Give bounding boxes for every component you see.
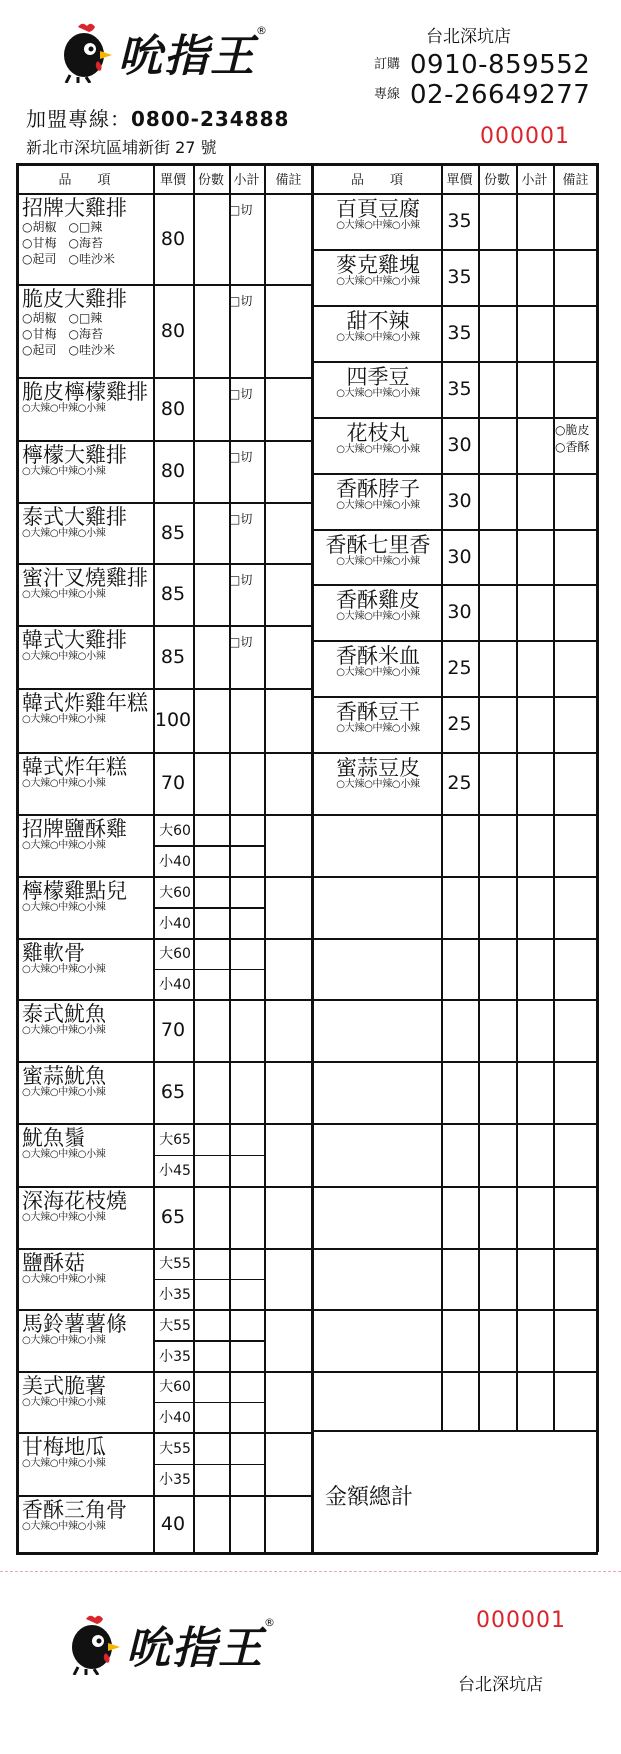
- right-header-price-text: 單價: [446, 172, 473, 188]
- price-value: 80: [160, 397, 186, 420]
- left-item-9: [22, 816, 151, 874]
- left-header-subtotal-text: 小計: [233, 172, 260, 188]
- right-empty-row-line: [313, 1061, 598, 1063]
- right-header-note-text: 備註: [562, 172, 589, 188]
- price-large: 大60: [159, 884, 191, 901]
- stub-serial-number: 000001: [476, 1608, 566, 1633]
- item-name: 美式脆薯: [22, 1374, 106, 1398]
- price-small: 小45: [159, 1163, 191, 1180]
- cut-checkbox: □切: [229, 573, 253, 587]
- left-price-12: [153, 999, 193, 1061]
- price-value: 100: [154, 709, 192, 731]
- price-value: 25: [447, 657, 472, 679]
- left-price-large-10: [155, 876, 195, 907]
- spice-options: ○大辣○中辣○小辣: [22, 1212, 106, 1223]
- item-name: 檸檬大雞排: [22, 443, 127, 467]
- left-price-large-11: [155, 938, 195, 969]
- right-header-price: [441, 163, 478, 193]
- brand-logo: [58, 20, 267, 84]
- price-value: 25: [447, 713, 472, 735]
- left-price-small-14: [155, 1155, 195, 1187]
- price-small: 小40: [159, 853, 191, 870]
- spice-options: ○大辣○中辣○小辣: [22, 1335, 106, 1346]
- price-value: 85: [160, 521, 186, 544]
- price-value: 30: [447, 545, 472, 568]
- left-item-19: [22, 1434, 151, 1493]
- item-option-3: ○起司 ○哇沙米: [22, 252, 115, 266]
- right-row-line: [313, 814, 598, 816]
- franchise-number: 0800-234888: [131, 107, 290, 131]
- right-price-1: [441, 249, 478, 305]
- center-divider: [311, 163, 314, 1552]
- item-name: 招牌大雞排: [22, 196, 127, 220]
- item-name: 花枝丸: [346, 421, 410, 445]
- spice-options: ○大辣○中辣○小辣: [22, 1274, 106, 1285]
- left-price-2: [153, 377, 193, 440]
- left-price-7: [153, 688, 193, 752]
- right-item-4: [317, 419, 439, 471]
- left-price-large-16: [155, 1248, 195, 1279]
- right-price-0: [441, 193, 478, 249]
- table-left-border: [16, 163, 19, 1552]
- price-small: 小35: [159, 1348, 191, 1365]
- item-name: 檸檬雞點兒: [22, 879, 127, 903]
- price-large: 大55: [159, 1440, 191, 1457]
- right-header-item-text: 品 項: [350, 172, 403, 188]
- spice-options: ○大辣○中辣○小辣: [22, 902, 106, 913]
- right-price-5: [441, 473, 478, 529]
- store-address: 新北市深坑區埔新街 27 號: [26, 138, 217, 157]
- left-header-item-text: 品 項: [58, 172, 111, 188]
- right-empty-row-line: [313, 1186, 598, 1188]
- left-row-line: [16, 1552, 313, 1554]
- right-col-line: [553, 163, 555, 1430]
- item-name: 甜不辣: [346, 309, 410, 333]
- left-note-1: [229, 292, 278, 312]
- left-price-large-9: [155, 814, 195, 845]
- price-value: 30: [447, 434, 472, 456]
- price-large: 大60: [159, 1379, 191, 1396]
- right-price-4: [441, 417, 478, 473]
- right-price-9: [441, 696, 478, 752]
- left-note-2: [229, 385, 278, 405]
- item-option-2: ○甘梅 ○海苔: [22, 236, 103, 250]
- right-empty-row-line: [313, 876, 598, 878]
- item-name: 韓式炸雞年糕: [22, 691, 148, 715]
- left-price-1: [153, 284, 193, 377]
- item-name: 甘梅地瓜: [22, 1435, 106, 1459]
- serial-number: 000001: [480, 124, 570, 149]
- item-name: 香酥雞皮: [336, 588, 420, 612]
- price-value: 25: [447, 772, 472, 794]
- spice-options: ○大辣○中辣○小辣: [22, 1149, 106, 1160]
- rooster-mascot-icon: [58, 21, 114, 83]
- left-col-line: [229, 163, 231, 1552]
- right-empty-row-line: [313, 938, 598, 940]
- item-option-2: ○甘梅 ○海苔: [22, 327, 103, 341]
- right-header-qty-text: 份數: [483, 172, 510, 188]
- price-value: 30: [447, 601, 472, 623]
- right-item-10: [317, 754, 439, 812]
- total-box: [313, 1430, 598, 1552]
- stub-registered-mark: ®: [264, 1616, 275, 1629]
- left-header-note: [264, 163, 313, 193]
- order-hotline-mobile: [374, 50, 590, 80]
- right-note-4: [555, 421, 599, 471]
- spice-options: ○大辣○中辣○小辣: [336, 611, 420, 622]
- left-note-5: [229, 571, 278, 591]
- spice-options: ○大辣○中辣○小辣: [336, 556, 420, 567]
- item-name: 魷魚鬚: [22, 1126, 85, 1150]
- right-item-8: [317, 642, 439, 694]
- stub-rooster-mascot-icon: [66, 1613, 122, 1675]
- left-header-qty-text: 份數: [197, 172, 224, 188]
- spice-options: ○大辣○中辣○小辣: [336, 667, 420, 678]
- price-value: 80: [160, 319, 186, 342]
- order-label: 訂購: [374, 57, 401, 72]
- price-value: 30: [447, 490, 472, 512]
- price-value: 35: [447, 322, 472, 344]
- item-name: 鹽酥菇: [22, 1251, 85, 1275]
- left-note-6: [229, 633, 278, 653]
- spice-options: ○大辣○中辣○小辣: [22, 1025, 106, 1036]
- right-price-8: [441, 640, 478, 696]
- right-header-item: [313, 163, 441, 193]
- price-value: 85: [160, 583, 186, 605]
- left-item-0: [22, 195, 151, 282]
- right-empty-row-line: [313, 1309, 598, 1311]
- stub-brand-logo: [66, 1612, 275, 1676]
- left-item-18: [22, 1373, 151, 1430]
- item-option-1: ○胡椒 ○□辣: [22, 311, 103, 325]
- spice-options: ○大辣○中辣○小辣: [22, 1458, 106, 1469]
- spice-options: ○大辣○中辣○小辣: [336, 276, 420, 287]
- spice-options: ○大辣○中辣○小辣: [336, 500, 420, 511]
- left-header-note-text: 備註: [275, 172, 302, 188]
- item-name: 泰式魷魚: [22, 1002, 106, 1026]
- left-item-11: [22, 940, 151, 997]
- item-name: 蜜蒜豆皮: [336, 756, 420, 780]
- left-price-8: [153, 752, 193, 814]
- item-name: 脆皮檸檬雞排: [22, 380, 148, 404]
- left-header-item: [16, 163, 153, 193]
- item-option-1: ○胡椒 ○□辣: [22, 220, 103, 234]
- left-header-price: [153, 163, 193, 193]
- left-price-15: [153, 1186, 193, 1248]
- right-col-line: [516, 163, 518, 1430]
- right-item-7: [317, 586, 439, 638]
- left-price-large-14: [155, 1123, 195, 1155]
- spice-options: ○大辣○中辣○小辣: [22, 1087, 106, 1098]
- spice-options: ○大辣○中辣○小辣: [22, 528, 106, 539]
- right-item-9: [317, 698, 439, 750]
- right-header-note: [553, 163, 598, 193]
- price-small: 小35: [159, 1286, 191, 1303]
- order-hotline-landline: [374, 80, 590, 110]
- cut-checkbox: □切: [229, 635, 253, 649]
- left-price-small-10: [155, 907, 195, 938]
- right-item-5: [317, 475, 439, 527]
- left-price-13: [153, 1061, 193, 1123]
- left-item-8: [22, 754, 151, 812]
- price-value: 85: [160, 645, 186, 668]
- left-price-small-19: [155, 1464, 195, 1496]
- price-value: 35: [447, 378, 472, 400]
- left-price-5: [153, 563, 193, 625]
- item-name: 雞軟骨: [22, 941, 85, 965]
- spice-options: ○大辣○中辣○小辣: [22, 964, 106, 975]
- cut-checkbox: □切: [229, 387, 253, 401]
- right-price-7: [441, 584, 478, 640]
- price-value: 35: [447, 210, 472, 232]
- right-price-2: [441, 305, 478, 361]
- spice-options: ○大辣○中辣○小辣: [336, 444, 420, 455]
- item-name: 蜜汁叉燒雞排: [22, 566, 148, 590]
- item-name: 麥克雞塊: [336, 253, 420, 277]
- left-item-17: [22, 1311, 151, 1369]
- left-price-small-11: [155, 969, 195, 1000]
- price-large: 大60: [159, 946, 191, 963]
- price-large: 大60: [159, 822, 191, 839]
- left-note-4: [229, 510, 278, 530]
- left-price-small-9: [155, 845, 195, 876]
- right-price-6: [441, 529, 478, 584]
- item-name: 韓式大雞排: [22, 628, 127, 652]
- note-option-2: ○香酥: [555, 440, 590, 454]
- item-name: 四季豆: [346, 365, 410, 389]
- item-name: 泰式大雞排: [22, 505, 127, 529]
- price-small: 小35: [159, 1472, 191, 1489]
- price-small: 小40: [159, 1409, 191, 1426]
- item-name: 招牌鹽酥雞: [22, 817, 127, 841]
- left-price-small-18: [155, 1402, 195, 1433]
- left-item-6: [22, 627, 151, 686]
- right-item-0: [317, 195, 439, 247]
- left-price-20: [153, 1495, 193, 1552]
- franchise-hotline: [26, 103, 289, 132]
- spice-options: ○大辣○中辣○小辣: [22, 1397, 106, 1408]
- spice-options: ○大辣○中辣○小辣: [22, 840, 106, 851]
- left-item-4: [22, 504, 151, 561]
- left-col-line: [264, 163, 266, 1552]
- left-item-13: [22, 1063, 151, 1121]
- cut-checkbox: □切: [229, 512, 253, 526]
- price-value: 65: [160, 1206, 186, 1228]
- left-item-16: [22, 1250, 151, 1307]
- right-col-line: [478, 163, 480, 1430]
- left-item-12: [22, 1001, 151, 1059]
- stub-brand-name: 吮指王: [126, 1623, 264, 1674]
- left-header-qty: [193, 163, 229, 193]
- right-empty-row-line: [313, 999, 598, 1001]
- item-name: 香酥三角骨: [22, 1498, 127, 1522]
- item-name: 蜜蒜魷魚: [22, 1064, 106, 1088]
- right-price-3: [441, 361, 478, 417]
- left-header-price-text: 單價: [159, 172, 186, 188]
- price-small: 小40: [159, 915, 191, 932]
- brand-name: 吮指王: [118, 31, 256, 82]
- right-price-10: [441, 752, 478, 814]
- order-label-2: 專線: [374, 87, 401, 102]
- item-name: 香酥米血: [336, 644, 420, 668]
- item-name: 香酥脖子: [336, 477, 420, 501]
- spice-options: ○大辣○中辣○小辣: [22, 778, 106, 789]
- left-note-3: [229, 448, 278, 468]
- spice-options: ○大辣○中辣○小辣: [336, 220, 420, 231]
- phone-landline: 02-26649277: [410, 80, 591, 110]
- phone-mobile: 0910-859552: [410, 50, 591, 80]
- right-item-3: [317, 363, 439, 415]
- price-value: 70: [160, 1019, 186, 1041]
- total-label: 金額總計: [325, 1485, 414, 1510]
- left-item-10: [22, 878, 151, 936]
- item-name: 香酥七里香: [325, 533, 431, 557]
- item-name: 韓式炸年糕: [22, 755, 127, 779]
- left-item-7: [22, 690, 151, 750]
- item-name: 百頁豆腐: [336, 197, 420, 221]
- item-name: 脆皮大雞排: [22, 287, 127, 311]
- left-price-6: [153, 625, 193, 688]
- tear-off-line: [0, 1571, 621, 1572]
- table-right-border: [596, 163, 599, 1552]
- price-value: 80: [160, 460, 186, 482]
- right-header-subtotal-text: 小計: [521, 172, 548, 188]
- cut-checkbox: □切: [229, 450, 253, 464]
- item-name: 深海花枝燒: [22, 1189, 127, 1213]
- left-price-3: [153, 440, 193, 502]
- left-header-subtotal: [229, 163, 264, 193]
- spice-options: ○大辣○中辣○小辣: [336, 723, 420, 734]
- price-small: 小40: [159, 976, 191, 993]
- left-price-large-19: [155, 1432, 195, 1464]
- price-value: 40: [160, 1512, 186, 1535]
- cut-checkbox: □切: [229, 203, 253, 217]
- store-name: 台北深坑店: [426, 27, 511, 47]
- left-price-small-17: [155, 1340, 195, 1371]
- right-header-qty: [478, 163, 516, 193]
- right-item-1: [317, 251, 439, 303]
- left-item-2: [22, 379, 151, 438]
- left-item-15: [22, 1188, 151, 1246]
- price-large: 大55: [159, 1256, 191, 1273]
- left-price-large-17: [155, 1309, 195, 1340]
- right-empty-row-line: [313, 1371, 598, 1373]
- price-value: 35: [447, 266, 472, 288]
- spice-options: ○大辣○中辣○小辣: [22, 714, 106, 725]
- left-price-0: [153, 193, 193, 284]
- left-item-20: [22, 1497, 151, 1550]
- registered-mark: ®: [256, 24, 267, 37]
- spice-options: ○大辣○中辣○小辣: [336, 332, 420, 343]
- left-price-large-18: [155, 1371, 195, 1402]
- spice-options: ○大辣○中辣○小辣: [22, 1521, 106, 1532]
- left-item-5: [22, 565, 151, 623]
- spice-options: ○大辣○中辣○小辣: [22, 403, 106, 414]
- item-option-3: ○起司 ○哇沙米: [22, 343, 115, 357]
- left-price-small-16: [155, 1279, 195, 1310]
- price-value: 80: [160, 227, 186, 250]
- price-large: 大55: [159, 1317, 191, 1334]
- spice-options: ○大辣○中辣○小辣: [336, 388, 420, 399]
- right-empty-row-line: [313, 1123, 598, 1125]
- spice-options: ○大辣○中辣○小辣: [22, 589, 106, 600]
- item-name: 香酥豆干: [336, 700, 420, 724]
- right-item-6: [317, 531, 439, 582]
- right-header-subtotal: [516, 163, 553, 193]
- right-item-2: [317, 307, 439, 359]
- item-name: 馬鈴薯薯條: [22, 1312, 127, 1336]
- left-item-3: [22, 442, 151, 500]
- spice-options: ○大辣○中辣○小辣: [22, 651, 106, 662]
- left-note-0: [229, 201, 278, 221]
- right-empty-row-line: [313, 1248, 598, 1250]
- price-value: 70: [160, 772, 186, 794]
- stub-store-name: 台北深坑店: [458, 1675, 543, 1695]
- franchise-label: 加盟專線：: [26, 107, 131, 131]
- left-item-1: [22, 286, 151, 375]
- spice-options: ○大辣○中辣○小辣: [22, 466, 106, 477]
- price-value: 65: [160, 1081, 186, 1103]
- left-item-14: [22, 1125, 151, 1184]
- left-price-4: [153, 502, 193, 563]
- spice-options: ○大辣○中辣○小辣: [336, 779, 420, 790]
- cut-checkbox: □切: [229, 294, 253, 308]
- note-option-1: ○脆皮: [555, 423, 590, 437]
- price-large: 大65: [159, 1131, 191, 1148]
